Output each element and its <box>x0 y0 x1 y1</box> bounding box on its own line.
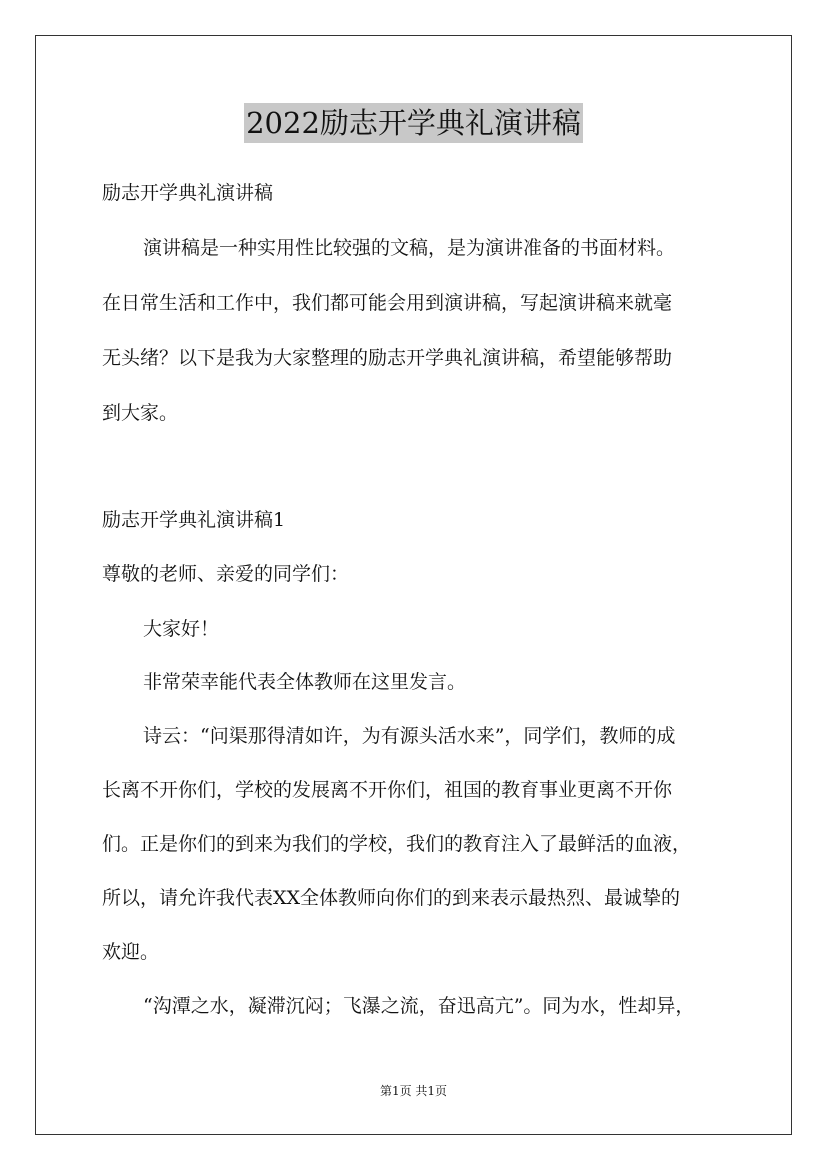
salutation: 尊敬的老师、亲爱的同学们： <box>102 563 350 585</box>
paragraph-3-line-1: “沟潭之水，凝滞沉闷；飞瀑之流，奋迅高亢”。同为水，性却异， <box>143 995 695 1017</box>
paragraph-2-line-1: 诗云：“问渠那得清如许，为有源头活水来”，同学们，教师的成 <box>143 725 676 747</box>
intro-line-2: 在日常生活和工作中，我们都可能会用到演讲稿，写起演讲稿来就毫 <box>102 292 673 314</box>
paragraph-1: 非常荣幸能代表全体教师在这里发言。 <box>143 671 467 693</box>
section-heading: 励志开学典礼演讲稿1 <box>102 509 286 531</box>
title-container <box>0 103 827 143</box>
intro-line-3: 无头绪？以下是我为大家整理的励志开学典礼演讲稿，希望能够帮助 <box>102 347 673 369</box>
intro-line-4: 到大家。 <box>102 402 179 424</box>
document-title: 2022励志开学典礼演讲稿 <box>244 103 583 143</box>
greeting: 大家好！ <box>143 618 220 640</box>
paragraph-2-line-3: 们。正是你们的到来为我们的学校，我们的教育注入了最鲜活的血液， <box>102 833 692 855</box>
intro-line-1: 演讲稿是一种实用性比较强的文稿，是为演讲准备的书面材料。 <box>143 237 676 259</box>
paragraph-2-line-5: 欢迎。 <box>102 941 160 963</box>
paragraph-2-line-2: 长离不开你们，学校的发展离不开你们，祖国的教育事业更离不开你 <box>102 779 673 801</box>
subtitle: 励志开学典礼演讲稿 <box>102 182 274 204</box>
page-footer: 第1页 共1页 <box>379 1084 448 1098</box>
paragraph-2-line-4: 所以，请允许我代表XX全体教师向你们的到来表示最热烈、最诚挚的 <box>102 887 681 909</box>
